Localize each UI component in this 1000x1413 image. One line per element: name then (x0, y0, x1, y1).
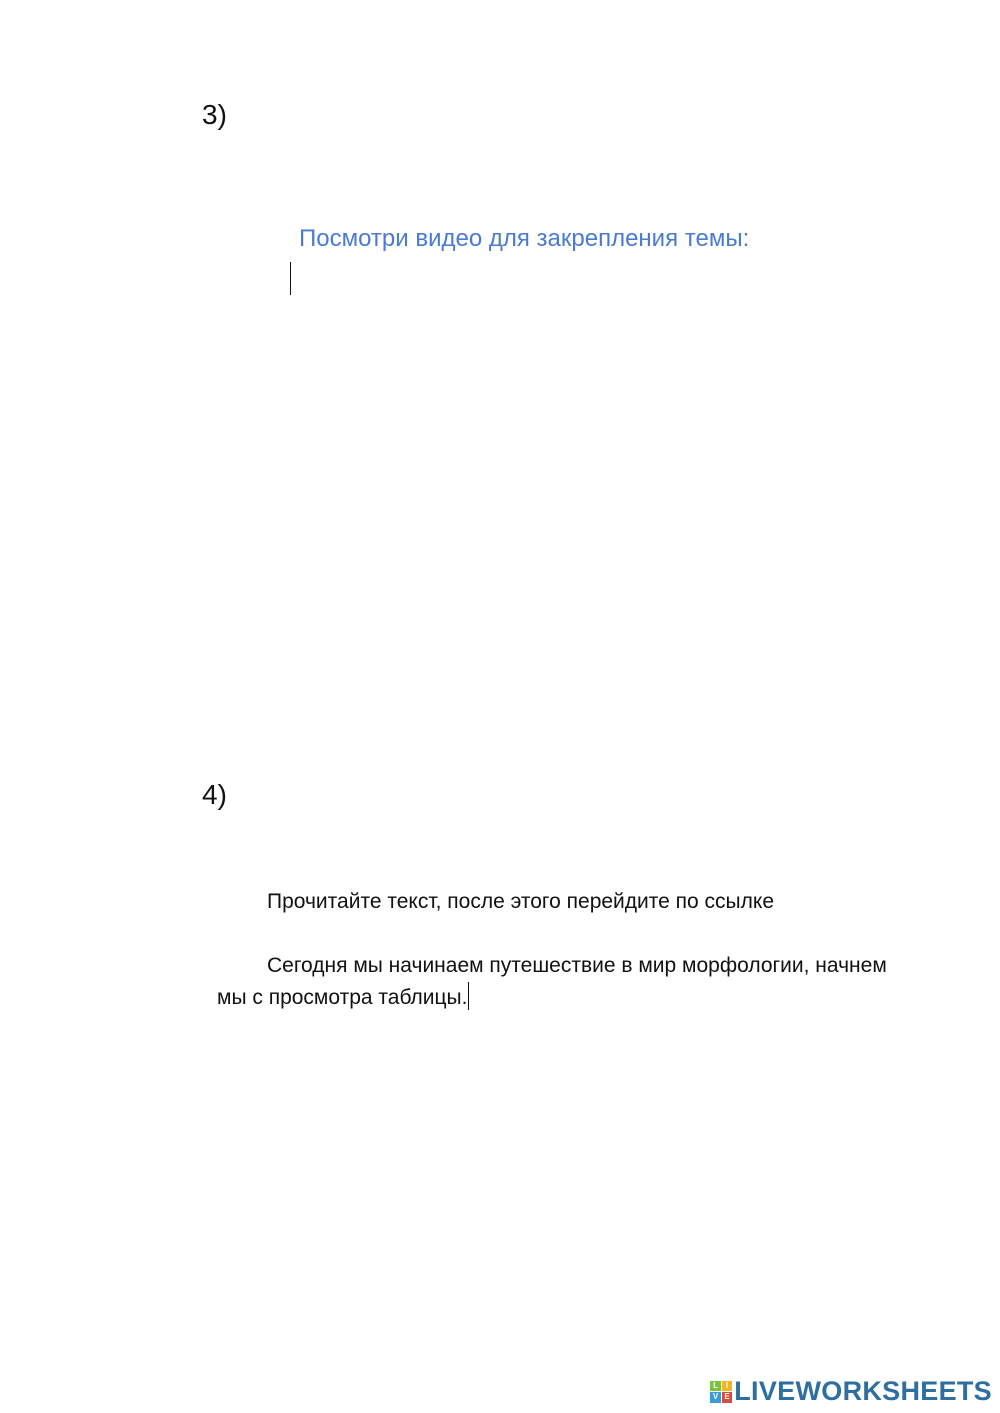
logo-letter-v: V (710, 1392, 721, 1403)
logo-letter-i: I (722, 1381, 733, 1392)
instruction-text: Прочитайте текст, после этого перейдите по ссылке (267, 890, 774, 913)
liveworksheets-logo-icon (710, 1381, 732, 1403)
reading-paragraph-block (217, 950, 897, 1014)
reading-paragraph-text: Сегодня мы начинаем путешествие в мир морфологии, начнем мы с просмотра таблицы. (217, 954, 887, 1009)
text-caret (468, 982, 469, 1010)
logo-letter-l: L (710, 1381, 721, 1392)
reading-paragraph (217, 950, 897, 1014)
brand-text: LIVEWORKSHEETS (734, 1376, 992, 1406)
liveworksheets-brand (710, 1378, 992, 1405)
logo-letter-e: E (722, 1392, 733, 1403)
section-number-3: 3) (202, 99, 227, 130)
section-number-4: 4) (202, 779, 227, 810)
video-heading: Посмотри видео для закрепления темы: (299, 225, 750, 252)
text-caret (290, 262, 291, 295)
instruction-text-block (217, 886, 897, 918)
